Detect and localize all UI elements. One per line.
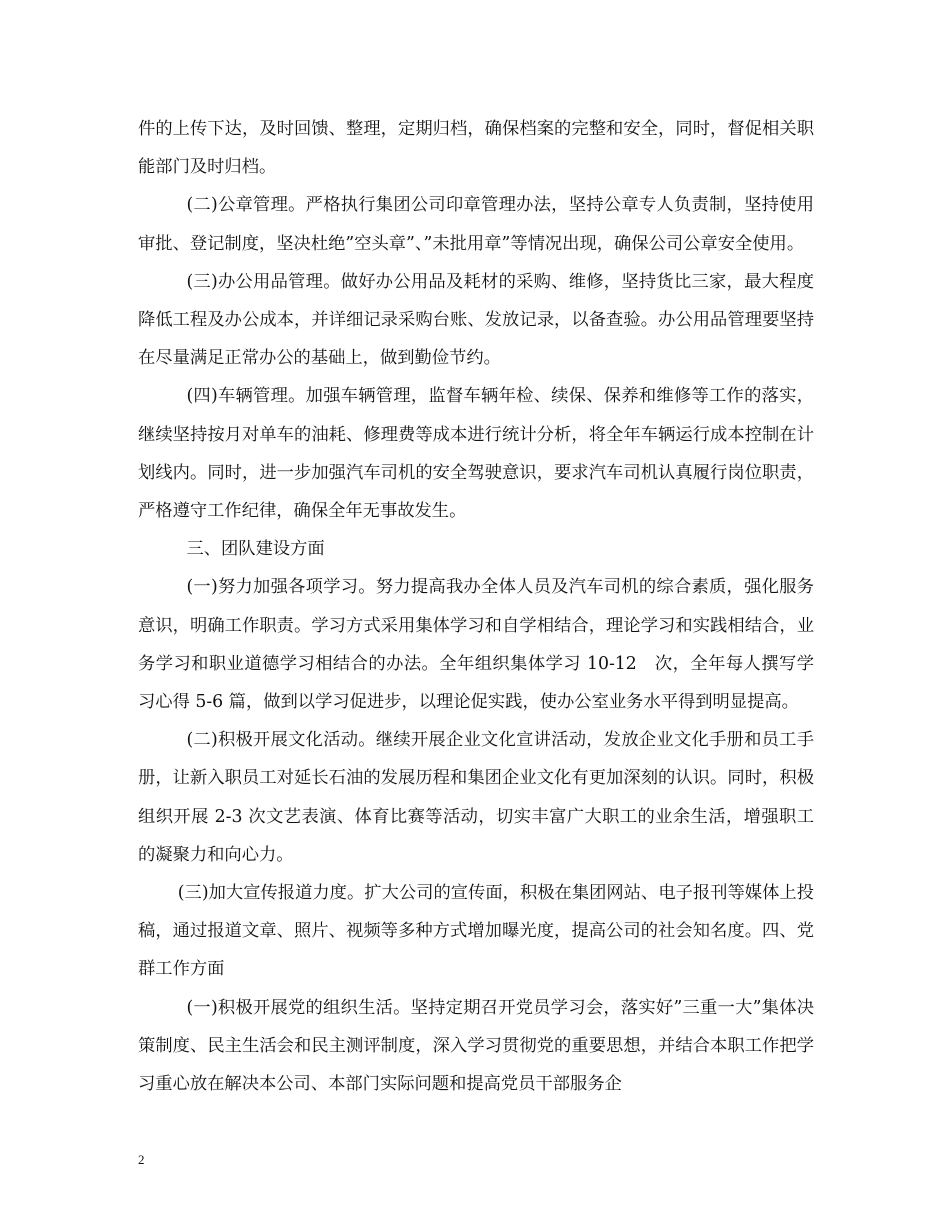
paragraph-publicity: (三)加大宣传报道力度。扩大公司的宣传面，积极在集团网站、电子报刊等媒体上投稿，通过报道文章、照片、视频等多种方式增加曝光度，提高公司的社会知名度。四、党群工作方面 <box>138 883 814 980</box>
paragraph-learning: (一)努力加强各项学习。努力提高我办全体人员及汽车司机的综合素质，强化服务意识，明确工作职责。学习方式采用集体学习和自学相结合，理论学习和实践相结合，业务学习和职业道德学习相结合的办法。全年组织集体学习 10-12 次，全年每人撰写学习心得 5-6 篇，做到以学习促进步，以理论促实践，使办公室业务水平得到明显提高。 <box>138 577 814 713</box>
page-number: 2 <box>138 1152 145 1167</box>
paragraph-office-supplies: (三)办公用品管理。做好办公用品及耗材的采购、维修，坚持货比三家，最大程度降低工程及办公成本，并详细记录采购台账、发放记录，以备查验。办公用品管理要坚持在尽量满足正常办公的基础上，做到勤俭节约。 <box>138 271 814 369</box>
document-body <box>138 110 814 1103</box>
paragraph-vehicle-management: (四)车辆管理。加强车辆管理，监督车辆年检、续保、保养和维修等工作的落实，继续坚持按月对单车的油耗、修理费等成本进行统计分析，将全年车辆运行成本控制在计划线内。同时，进一步加强汽车司机的安全驾驶意识，要求汽车司机认真履行岗位职责，严格遵守工作纪律，确保全年无事故发生。 <box>138 386 814 522</box>
paragraph-cultural-activities: (二)积极开展文化活动。继续开展企业文化宣讲活动，发放企业文化手册和员工手册，让新入职员工对延长石油的发展历程和集团企业文化有更加深刻的认识。同时，积极组织开展 2-3 次文艺表演、体育比赛等活动，切实丰富广大职工的业余生活，增强职工的凝聚力和向心力。 <box>138 730 814 865</box>
section-heading-team-building: 三、团队建设方面 <box>186 539 325 560</box>
paragraph-archive-continuation: 件的上传下达，及时回馈、整理，定期归档，确保档案的完整和安全，同时，督促相关职能部门及时归档。 <box>138 119 814 178</box>
paragraph-seal-management: (二)公章管理。严格执行集团公司印章管理办法，坚持公章专人负责制，坚持使用审批、登记制度，坚决杜绝”空头章”、”未批用章”等情况出现，确保公司公章安全使用。 <box>138 195 814 254</box>
paragraph-party-organization: (一)积极开展党的组织生活。坚持定期召开党员学习会，落实好”三重一大”集体决策制度、民主生活会和民主测评制度，深入学习贯彻党的重要思想，并结合本职工作把学习重心放在解决本公司、本部门实际问题和提高党员干部服务企 <box>138 997 814 1095</box>
